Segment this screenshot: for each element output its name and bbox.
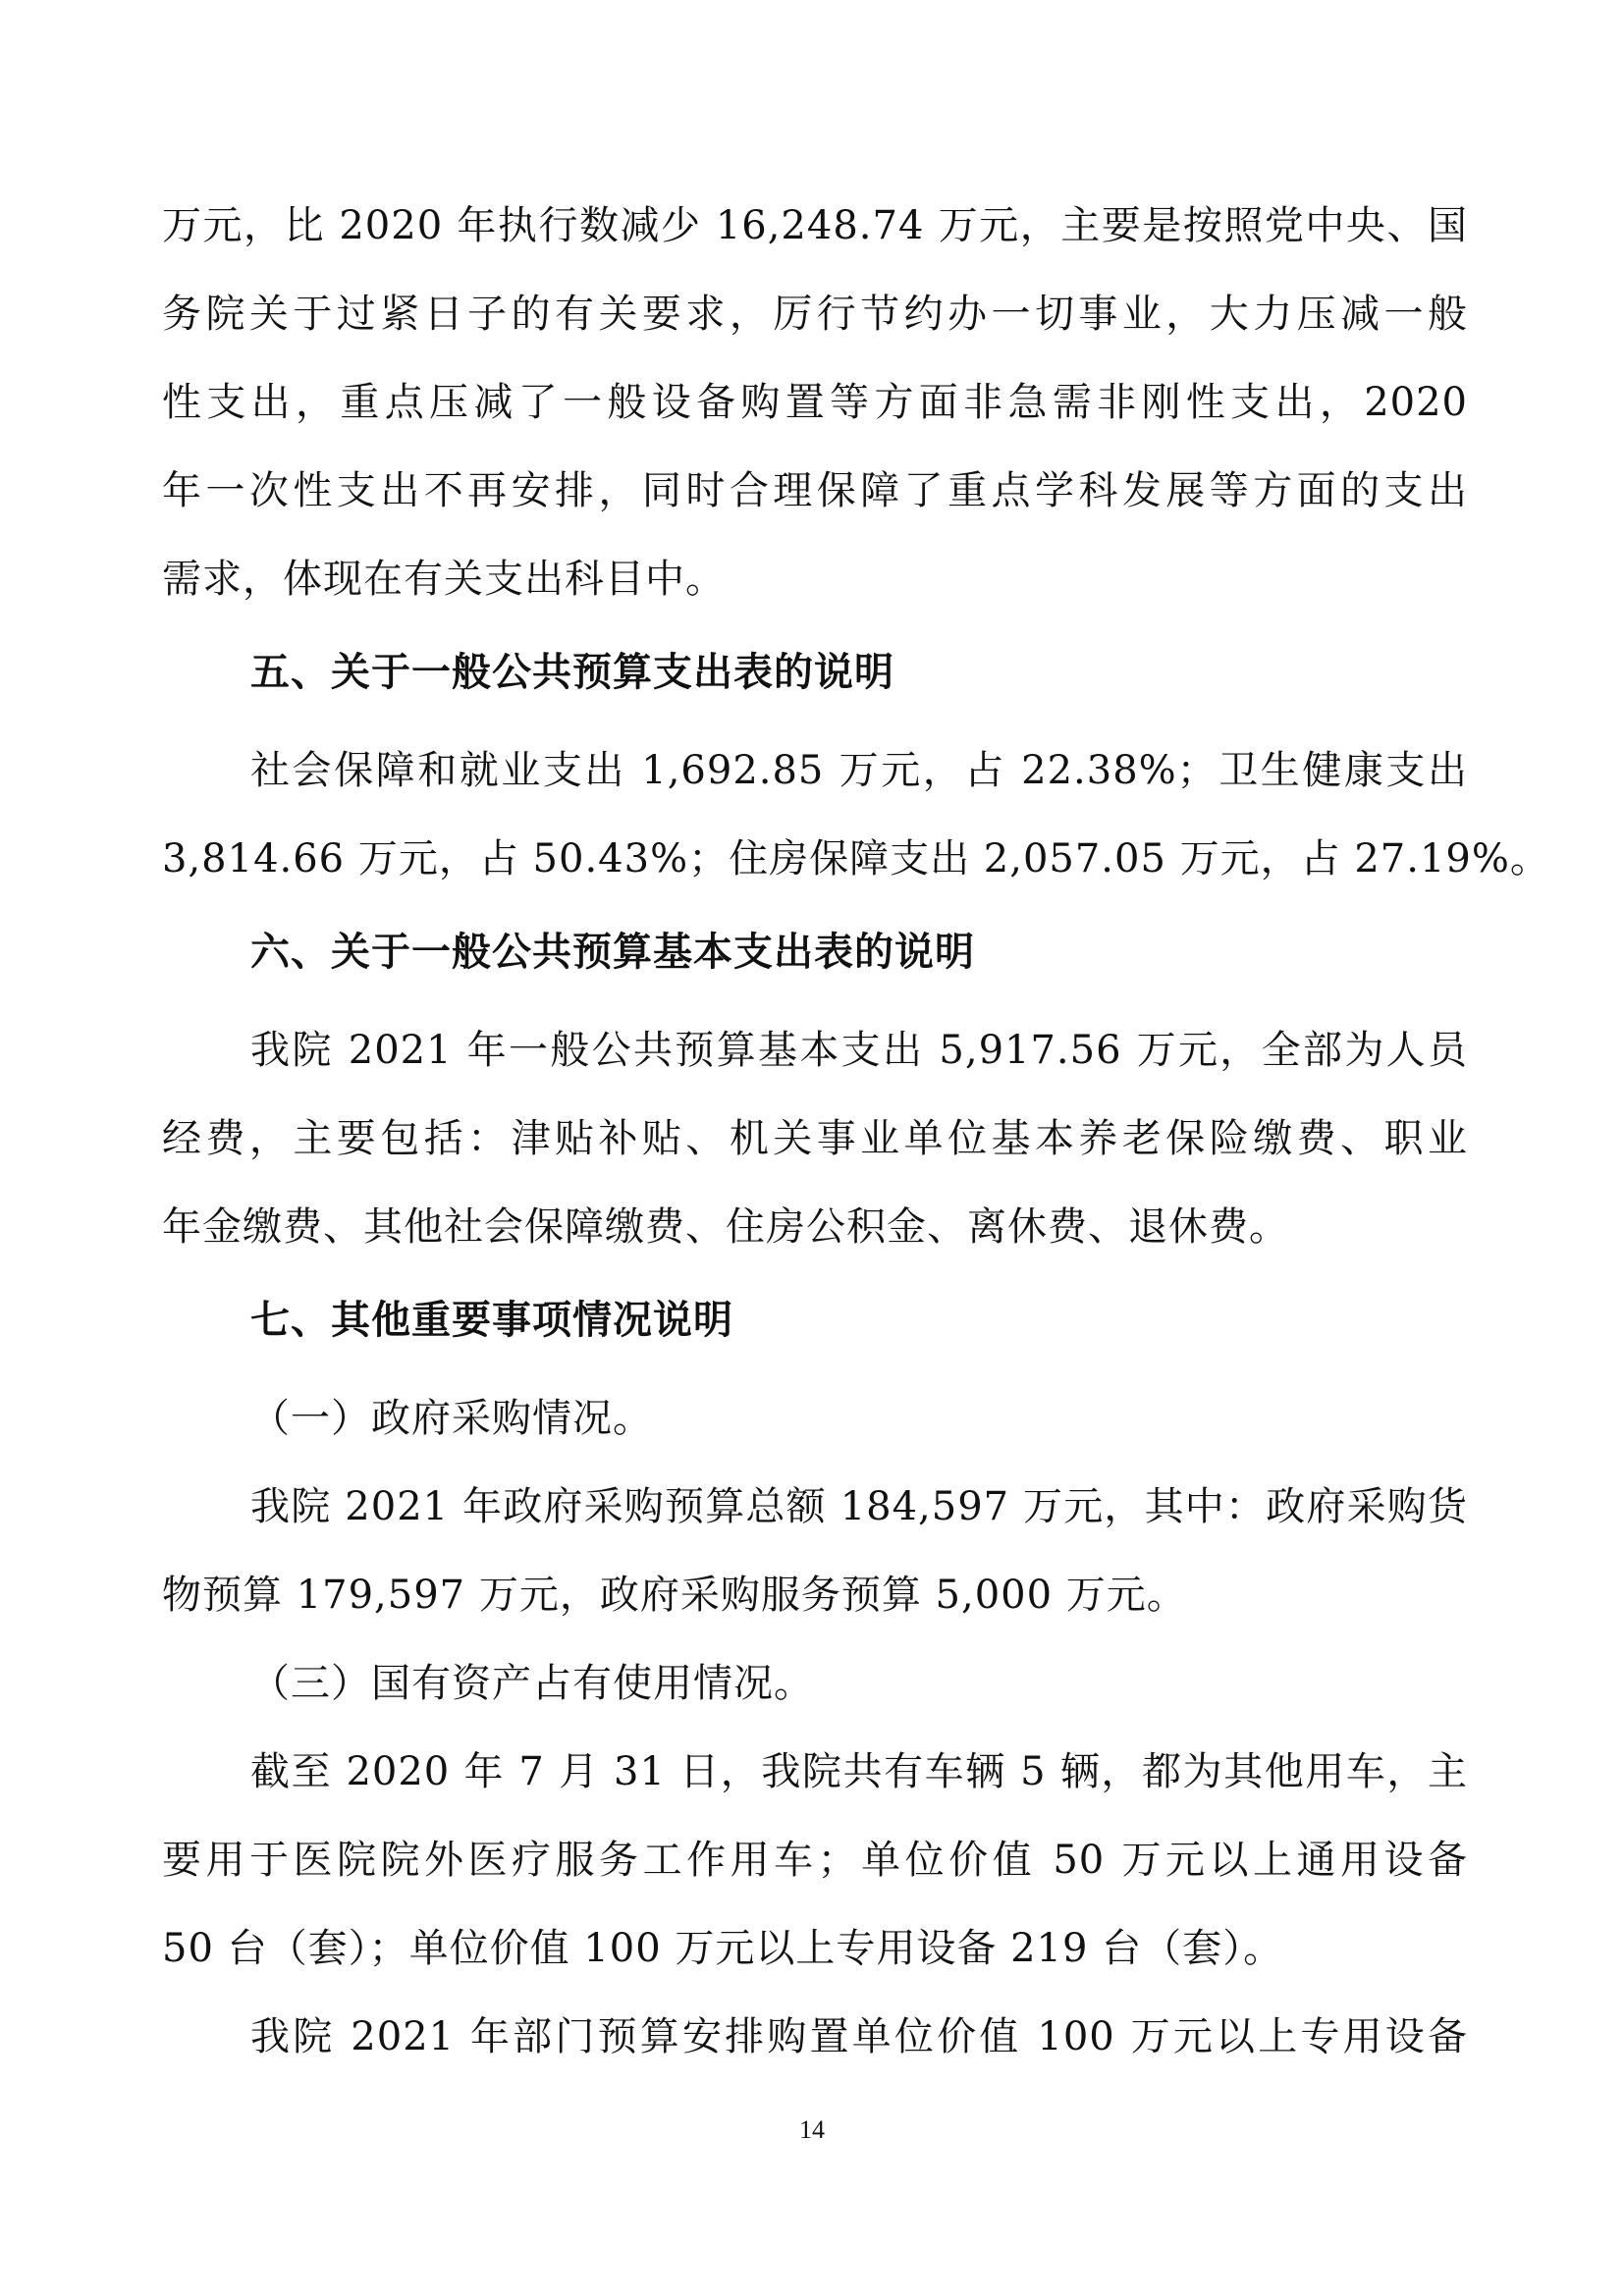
- paragraph-line: 社会保障和就业支出 1,692.85 万元，占 22.38%；卫生健康支出: [250, 748, 1468, 793]
- paragraph-line: 物预算 179,597 万元，政府采购服务预算 5,000 万元。: [162, 1573, 1187, 1618]
- paragraph-line: 我院 2021 年部门预算安排购置单位价值 100 万元以上专用设备: [250, 2014, 1468, 2059]
- paragraph-line: 年金缴费、其他社会保障缴费、住房公积金、离休费、退休费。: [162, 1204, 1289, 1250]
- subsection-heading-assets: （三）国有资产占有使用情况。: [250, 1661, 814, 1706]
- paragraph-line: 务院关于过紧日子的有关要求，厉行节约办一切事业，大力压减一般: [162, 292, 1468, 337]
- page-number: 14: [799, 2115, 825, 2144]
- paragraph-line: 我院 2021 年政府采购预算总额 184,597 万元，其中：政府采购货: [250, 1484, 1468, 1529]
- paragraph-line: 性支出，重点压减了一般设备购置等方面非急需非刚性支出，2020: [162, 380, 1468, 425]
- paragraph-line: 我院 2021 年一般公共预算基本支出 5,917.56 万元，全部为人员: [250, 1028, 1468, 1073]
- paragraph-line: 50 台（套）；单位价值 100 万元以上专用设备 219 台（套）。: [162, 1926, 1284, 1971]
- section-heading-5: 五、关于一般公共预算支出表的说明: [250, 650, 894, 695]
- section-heading-7: 七、其他重要事项情况说明: [250, 1298, 733, 1343]
- paragraph-line: 经费，主要包括：津贴补贴、机关事业单位基本养老保险缴费、职业: [162, 1116, 1468, 1161]
- paragraph-line: 3,814.66 万元，占 50.43%；住房保障支出 2,057.05 万元，占 27.19%。: [162, 836, 1550, 881]
- paragraph-line: 年一次性支出不再安排，同时合理保障了重点学科发展等方面的支出: [162, 468, 1468, 513]
- paragraph-line: 万元，比 2020 年执行数减少 16,248.74 万元，主要是按照党中央、国: [162, 203, 1468, 248]
- subsection-heading-procurement: （一）政府采购情况。: [250, 1396, 653, 1441]
- paragraph-line: 需求，体现在有关支出科目中。: [162, 557, 726, 602]
- paragraph-line: 要用于医院院外医疗服务工作用车；单位价值 50 万元以上通用设备: [162, 1838, 1468, 1883]
- paragraph-line: 截至 2020 年 7 月 31 日，我院共有车辆 5 辆，都为其他用车，主: [250, 1749, 1468, 1794]
- section-heading-6: 六、关于一般公共预算基本支出表的说明: [250, 930, 975, 975]
